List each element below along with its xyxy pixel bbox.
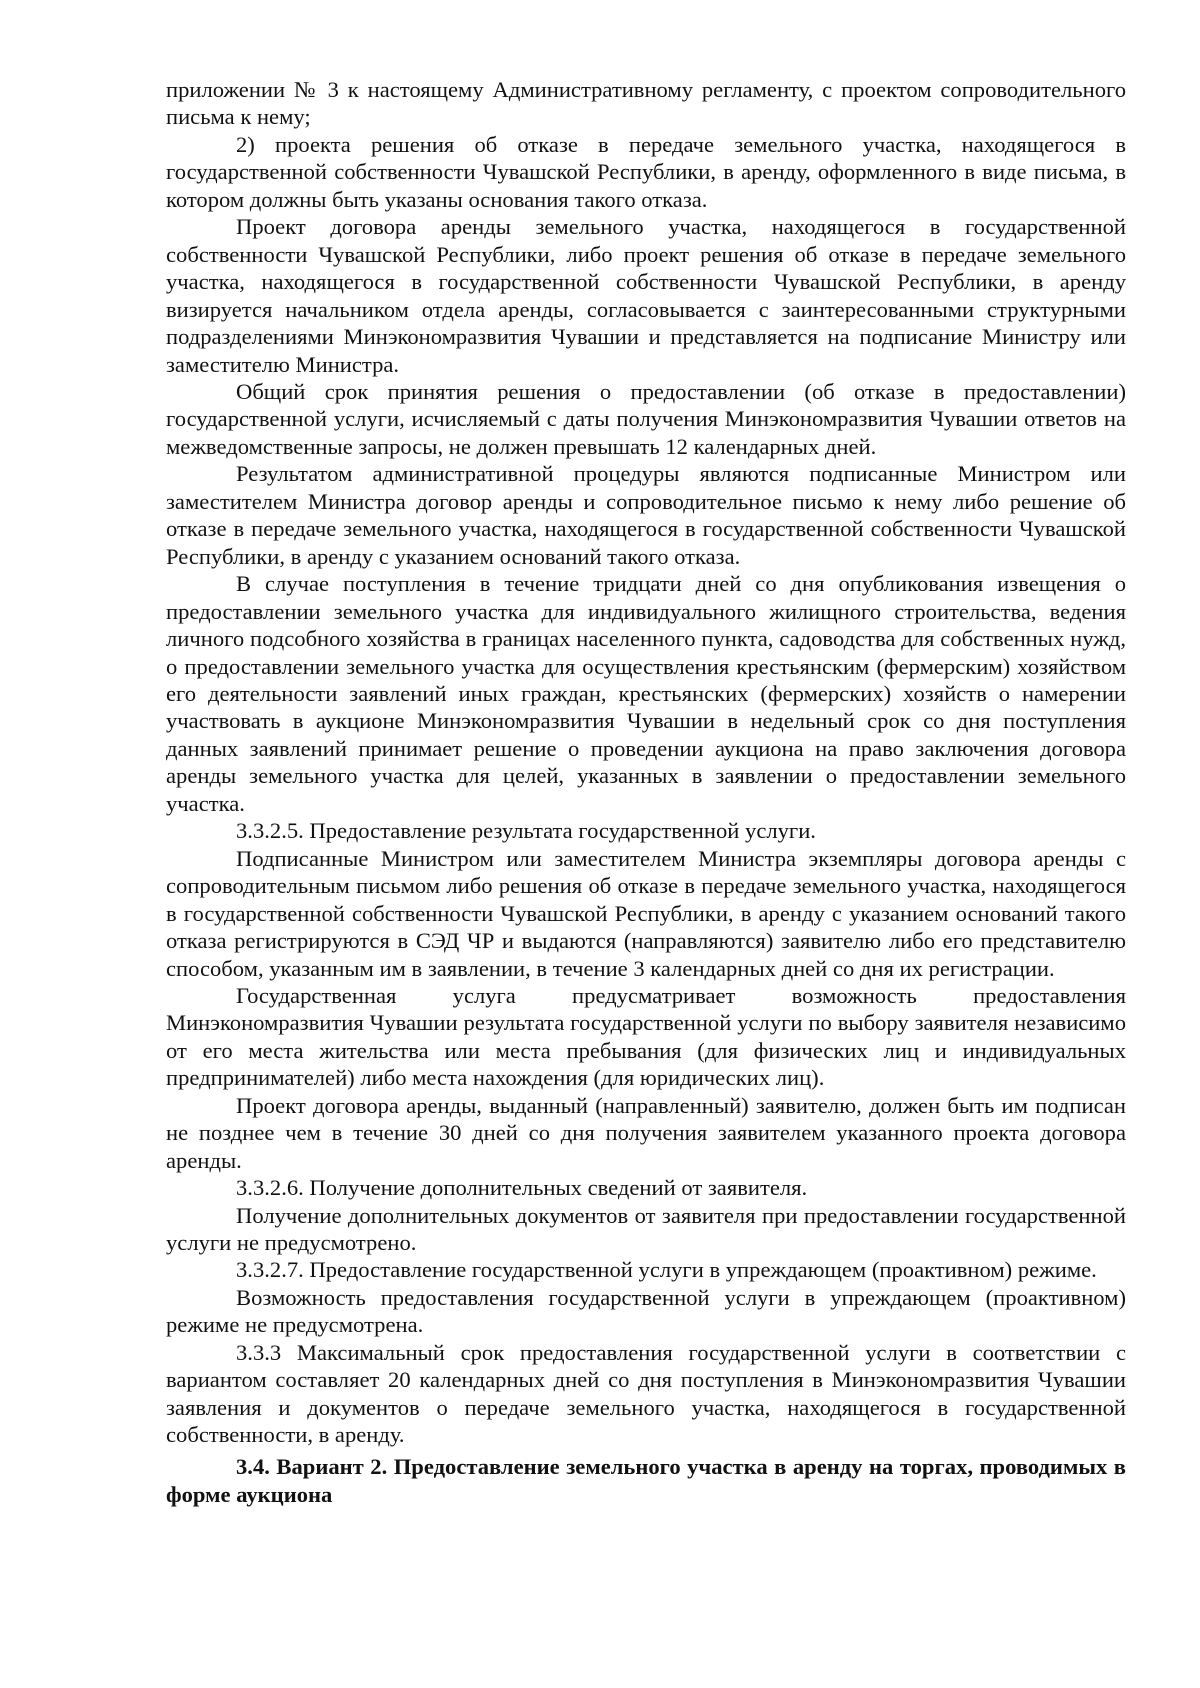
paragraph-result-delivery: Подписанные Министром или заместителем Министра экземпляры договора аренды с сопроводительным письмом либо решения об отказе в передаче земельного участка, находящегося в государственной собственности Чувашской Республики, в аренду с указанием оснований такого отказа регистрируются в СЭД ЧР и выдаются (направляются) заявителю либо его представителю способом, указанным им в заявлении, в течение 3 календарных дней со дня их регистрации. — [166, 845, 1126, 981]
paragraph-continuation: приложении № 3 к настоящему Административному регламенту, с проектом сопроводительного письма к нему; — [166, 77, 1126, 130]
paragraph-decision-term: Общий срок принятия решения о предоставлении (об отказе в предоставлении) государственной услуги, исчисляемый с даты получения Минэкономразвития Чувашии ответов на межведомственные запросы, не должен превышать 12 календарных дней. — [166, 378, 1126, 459]
section-3-4-heading: 3.4. Вариант 2. Предоставление земельного участка в аренду на торгах, проводимых в форме аукциона — [166, 1453, 1126, 1508]
paragraph-draft-approval: Проект договора аренды земельного участка, находящегося в государственной собственности Чувашской Республики, либо проект решения об отказе в передаче земельного участка, находящегося в государственной собственности Чувашской Республики, в аренду визируется начальником отдела аренды, согласовывается с заинтересованными структурными подразделениями Минэкономразвития Чувашии и представляется на подписание Министру или заместителю Министра. — [166, 214, 1126, 377]
paragraph-signing-deadline: Проект договора аренды, выданный (направленный) заявителю, должен быть им подписан не позднее чем в течение 30 дней со дня получения заявителем указанного проекта договора аренды. — [166, 1092, 1126, 1173]
section-3-3-3-max-term: 3.3.3 Максимальный срок предоставления государственной услуги в соответствии с вариантом составляет 20 календарных дней со дня поступления в Минэкономразвития Чувашии заявления и документов о передаче земельного участка, находящегося в государственной собственности, в аренду. — [166, 1339, 1126, 1448]
paragraph-auction-case: В случае поступления в течение тридцати дней со дня опубликования извещения о предоставлении земельного участка для индивидуального жилищного строительства, ведения личного подсобного хозяйства в границах населенного пункта, садоводства для собственных нужд, о предоставлении земельного участка для осуществления крестьянским (фермерским) хозяйством его деятельности заявлений иных граждан, крестьянских (фермерских) хозяйств о намерении участвовать в аукционе Минэкономразвития Чувашии в недельный срок со дня поступления данных заявлений принимает решение о проведении аукциона на право заключения договора аренды земельного участка для целей, указанных в заявлении о предоставлении земельного участка. — [166, 571, 1126, 816]
paragraph-proactive-mode: Возможность предоставления государственной услуги в упреждающем (проактивном) режиме не предусмотрена. — [166, 1284, 1126, 1338]
paragraph-extraterritorial: Государственная услуга предусматривает возможность предоставления Минэкономразвития Чувашии результата государственной услуги по выбору заявителя независимо от его места жительства или места пребывания (для физических лиц и индивидуальных предпринимателей) либо места нахождения (для юридических лиц). — [166, 982, 1126, 1091]
paragraph-procedure-result: Результатом административной процедуры являются подписанные Министром или заместителем Министра договор аренды и сопроводительное письмо к нему либо решение об отказе в передаче земельного участка, находящегося в государственной собственности Чувашской Республики, в аренду с указанием оснований такого отказа. — [166, 461, 1126, 569]
section-3-3-2-6-title: 3.3.2.6. Получение дополнительных сведений от заявителя. — [236, 1175, 808, 1201]
section-3-3-2-5-title: 3.3.2.5. Предоставление результата государственной услуги. — [236, 818, 816, 844]
section-3-3-2-7-title: 3.3.2.7. Предоставление государственной услуги в упреждающем (проактивном) режиме. — [236, 1257, 1097, 1283]
paragraph-item-2: 2) проекта решения об отказе в передаче земельного участка, находящегося в государственной собственности Чувашской Республики, в аренду, оформленного в виде письма, в котором должны быть указаны основания такого отказа. — [166, 131, 1126, 212]
document-page — [166, 76, 1126, 1510]
paragraph-no-additional-docs: Получение дополнительных документов от заявителя при предоставлении государственной услуги не предусмотрено. — [166, 1202, 1126, 1256]
